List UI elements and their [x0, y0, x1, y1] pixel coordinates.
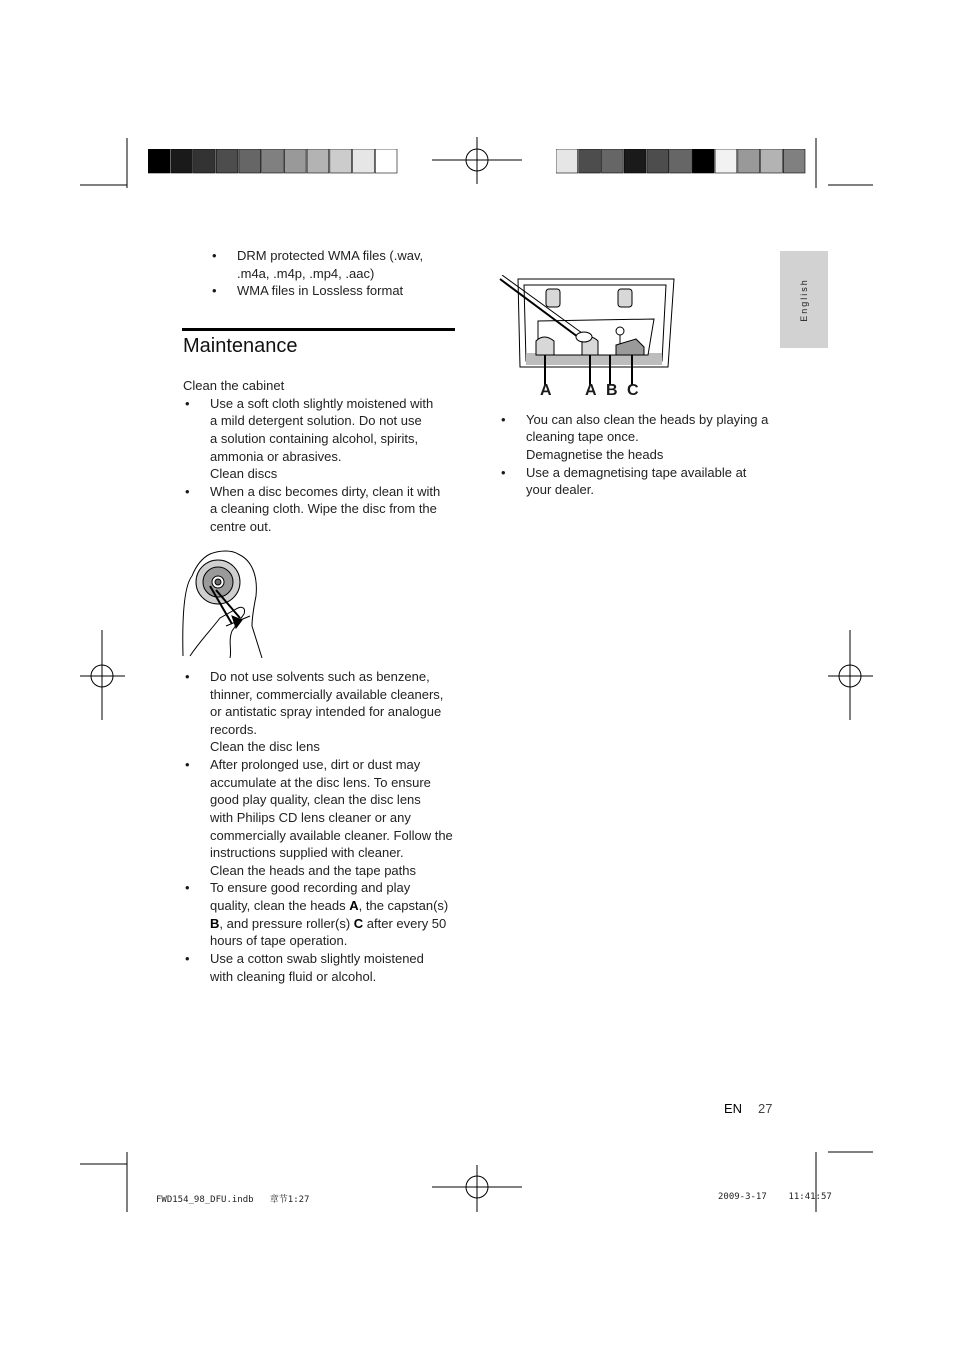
text-line: a mild detergent solution. Do not use — [210, 413, 422, 428]
text-line: a cleaning cloth. Wipe the disc from the — [210, 501, 437, 516]
text-line-heads-a — [210, 897, 448, 915]
text-line: To ensure good recording and play — [210, 880, 411, 895]
text-line: Use a cotton swab slightly moistened — [210, 951, 424, 966]
text-line: a solution containing alcohol, spirits, — [210, 431, 419, 446]
text-line: accumulate at the disc lens. To ensure — [210, 775, 431, 790]
calibration-swatch — [307, 149, 329, 173]
text-line: your dealer. — [526, 482, 594, 497]
text-line: instructions supplied with cleaner. — [210, 845, 404, 860]
text-fragment: after every 50 — [363, 916, 447, 931]
text-line: After prolonged use, dirt or dust may — [210, 757, 421, 772]
text-line: Use a soft cloth slightly moistened with — [210, 396, 434, 411]
calibration-swatch — [670, 149, 692, 173]
page-number: 27 — [758, 1101, 773, 1116]
text-line-heads-bc — [210, 915, 446, 933]
bullet-icon: • — [185, 880, 190, 895]
bullet-icon: • — [185, 396, 190, 411]
language-tab — [780, 251, 828, 348]
bullet-icon: • — [185, 951, 190, 966]
calibration-swatch — [783, 149, 805, 173]
calibration-swatch — [761, 149, 783, 173]
print-date-info: 2009-3-17 11:41:57 — [718, 1192, 832, 1202]
calibration-swatch — [193, 149, 215, 173]
calibration-swatch — [738, 149, 760, 173]
bullet-icon: • — [185, 484, 190, 499]
calibration-swatch — [715, 149, 737, 173]
subheading-cabinet: Clean the cabinet — [183, 378, 285, 393]
text-line: Use a demagnetising tape available at — [526, 465, 747, 480]
calibration-swatch — [579, 149, 601, 173]
calibration-swatch — [262, 149, 284, 173]
bullet-icon: • — [185, 669, 190, 684]
bullet-icon: • — [501, 465, 506, 480]
calibration-swatch — [692, 149, 714, 173]
text-line: When a disc becomes dirty, clean it with — [210, 484, 441, 499]
calibration-swatch — [624, 149, 646, 173]
calibration-swatch — [239, 149, 261, 173]
disc-cleaning-illustration — [180, 546, 270, 658]
calibration-swatch — [330, 149, 352, 173]
list-item: .m4a, .m4p, .mp4, .aac) — [237, 266, 375, 281]
text-line: You can also clean the heads by playing a — [526, 412, 769, 427]
text-line: cleaning tape once. — [526, 429, 639, 444]
language-code: EN — [724, 1101, 743, 1116]
calibration-swatch — [601, 149, 623, 173]
list-item: WMA files in Lossless format — [237, 283, 404, 298]
calibration-swatch — [171, 149, 193, 173]
subheading-lens: Clean the disc lens — [210, 739, 320, 754]
bullet-icon: • — [212, 283, 217, 298]
bullet-icon: • — [501, 412, 506, 427]
text-line: centre out. — [210, 519, 272, 534]
text-line: hours of tape operation. — [210, 933, 348, 948]
diagram-label-b: B — [606, 382, 618, 399]
subheading-demagnetise: Demagnetise the heads — [526, 447, 664, 462]
subheading-discs: Clean discs — [210, 466, 278, 481]
section-title: Maintenance — [183, 335, 298, 357]
language-tab-label: English — [799, 277, 809, 322]
label-c: C — [353, 916, 364, 931]
list-item: DRM protected WMA files (.wav, — [237, 248, 424, 263]
text-line: ammonia or abrasives. — [210, 449, 342, 464]
diagram-label-a: A — [585, 382, 597, 399]
color-calibration-bar-right — [556, 149, 806, 175]
subheading-heads: Clean the heads and the tape paths — [210, 863, 416, 878]
text-line: records. — [210, 722, 257, 737]
calibration-swatch — [148, 149, 170, 173]
diagram-label-c: C — [627, 382, 639, 399]
text-line: or antistatic spray intended for analogue — [210, 704, 442, 719]
text-fragment: quality, clean the heads — [210, 898, 350, 913]
diagram-label-a: A — [540, 382, 552, 399]
text-line: commercially available cleaner. Follow the — [210, 828, 453, 843]
text-line: thinner, commercially available cleaners, — [210, 687, 444, 702]
text-fragment: , the capstan(s) — [358, 898, 449, 913]
text-line: with Philips CD lens cleaner or any — [210, 810, 411, 825]
calibration-swatch — [353, 149, 375, 173]
calibration-swatch — [216, 149, 238, 173]
text-fragment: , and pressure roller(s) — [219, 916, 354, 931]
print-file-info: FWD154_98_DFU.indb 章节1:27 — [156, 1195, 310, 1205]
label-a: A — [349, 898, 359, 913]
text-line: with cleaning fluid or alcohol. — [210, 969, 377, 984]
calibration-swatch — [375, 149, 397, 173]
label-b: B — [210, 916, 220, 931]
text-line: Do not use solvents such as benzene, — [210, 669, 430, 684]
calibration-swatch — [284, 149, 306, 173]
bullet-icon: • — [212, 248, 217, 263]
bullet-icon: • — [185, 757, 190, 772]
text-line: good play quality, clean the disc lens — [210, 792, 421, 807]
color-calibration-bar-left — [148, 149, 398, 175]
calibration-swatch — [647, 149, 669, 173]
section-rule — [182, 328, 455, 331]
calibration-swatch — [556, 149, 578, 173]
